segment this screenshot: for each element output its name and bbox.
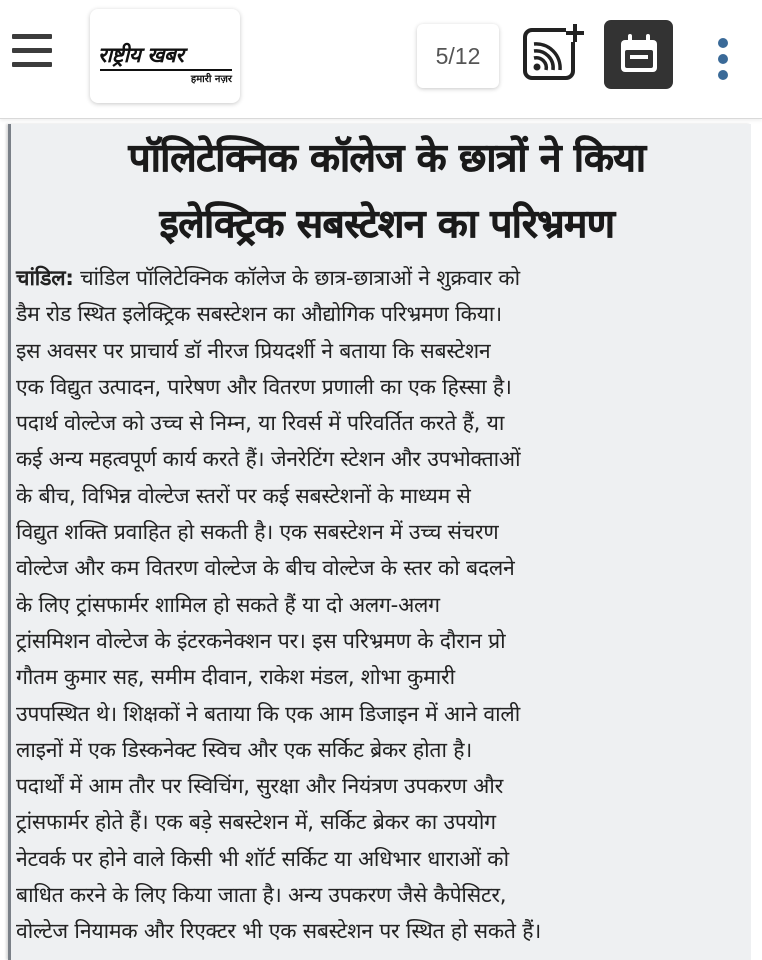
body-line: इस अवसर पर प्राचार्य डॉ नीरज प्रियदर्शी ने बताया कि सबस्टेशन <box>16 337 491 363</box>
body-line: के लिए ट्रांसफार्मर शामिल हो सकते हैं या दो अलग-अलग <box>16 591 440 617</box>
logo-title: राष्ट्रीय खबर <box>98 42 184 67</box>
body-line: उपपस्थित थे। शिक्षकों ने बताया कि एक आम डिजाइन में आने वाली <box>16 700 521 726</box>
newspaper-logo[interactable] <box>90 9 240 103</box>
body-line: चांडिल पॉलिटेक्निक कॉलेज के छात्र-छात्राओं ने शुक्रवार को <box>73 265 520 290</box>
body-line: ट्रांसमिशन वोल्टेज के इंटरकनेक्शन पर। इस परिभ्रमण के दौरान प्रो <box>16 627 506 653</box>
body-line: बाधित करने के लिए किया जाता है। अन्य उपकरण जैसे कैपेसिटर, <box>16 882 507 908</box>
body-line: नेटवर्क पर होने वाले किसी भी शॉर्ट सर्किट या अधिभार धाराओं को <box>16 845 509 871</box>
body-line: वोल्टेज और कम वितरण वोल्टेज के बीच वोल्टेज के स्तर को बदलने <box>16 555 515 581</box>
rss-add-icon[interactable] <box>522 22 584 84</box>
article-clipping <box>8 124 751 960</box>
body-line: ट्रांसफार्मर होते हैं। एक बड़े सबस्टेशन में, सर्किट ब्रेकर का उपयोग <box>16 809 496 835</box>
more-vertical-icon[interactable] <box>712 38 736 88</box>
body-line: पदार्थों में आम तौर पर स्विचिंग, सुरक्षा और नियंत्रण उपकरण और <box>16 773 503 799</box>
body-line: गौतम कुमार सह, समीम दीवान, राकेश मंडल, शोभा कुमारी <box>16 664 455 690</box>
logo-tagline: हमारी नज़र <box>190 74 232 85</box>
hamburger-menu-icon[interactable] <box>12 34 52 68</box>
body-line: डैम रोड स्थित इलेक्ट्रिक सबस्टेशन का औद्योगिक परिभ्रमण किया। <box>16 301 502 327</box>
page-counter-button[interactable]: 5/12 <box>417 24 499 88</box>
body-line: पदार्थ वोल्टेज को उच्च से निम्न, या रिवर्स में परिवर्तित करते हैं, या <box>16 410 505 436</box>
body-line: कई अन्य महत्वपूर्ण कार्य करते हैं। जेनरेटिंग स्टेशन और उपभोक्ताओं <box>16 446 521 472</box>
article-body <box>16 260 748 950</box>
headline-line-1: पॉलिटेक्निक कॉलेज के छात्रों ने किया <box>128 136 646 181</box>
calendar-icon[interactable] <box>604 20 673 89</box>
body-line: एक विद्युत उत्पादन, पारेषण और वितरण प्रणाली का एक हिस्सा है। <box>16 373 512 399</box>
top-app-bar <box>0 0 762 119</box>
body-line: लाइनों में एक डिस्कनेक्ट स्विच और एक सर्किट ब्रेकर होता है। <box>16 736 473 762</box>
dateline: चांडिल: <box>16 265 74 290</box>
body-line: वोल्टेज नियामक और रिएक्टर भी एक सबस्टेशन पर स्थित हो सकते हैं। <box>16 918 541 944</box>
article-headline <box>25 126 749 258</box>
body-line: के बीच, विभिन्न वोल्टेज स्तरों पर कई सबस्टेशनों के माध्यम से <box>16 482 471 508</box>
body-line: विद्युत शक्ति प्रवाहित हो सकती है। एक सबस्टेशन में उच्च संचरण <box>16 519 499 545</box>
headline-line-2: इलेक्ट्रिक सबस्टेशन का परिभ्रमण <box>159 202 615 247</box>
